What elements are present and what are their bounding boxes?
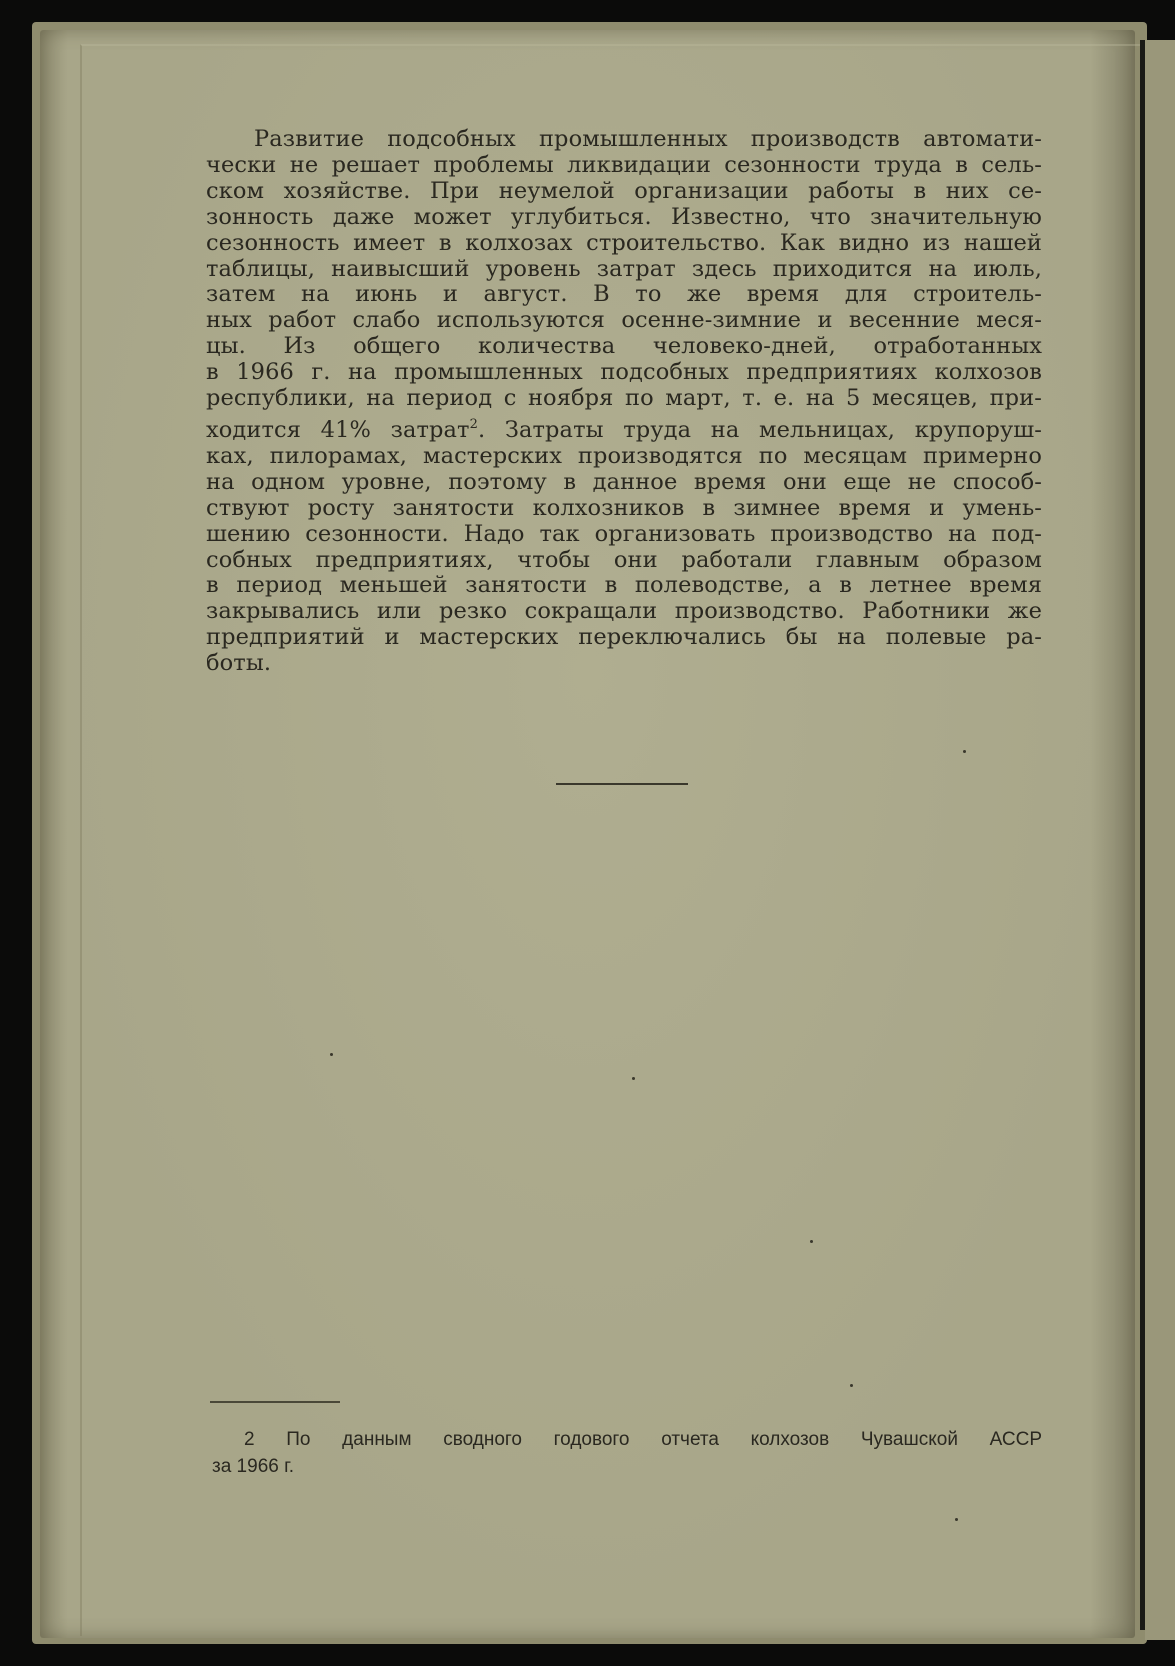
text-line: цы. Из общего количества человеко-дней, отработанных (206, 333, 1042, 360)
text-line: шению сезонности. Надо так организовать производство на под- (206, 520, 1042, 547)
footnote-line: 2 По данным сводного годового отчета колхозов Чувашской АССР (244, 1429, 1042, 1450)
text-line: боты. (206, 650, 272, 677)
text-line: собных предприятиях, чтобы они работали главным образом (206, 546, 1042, 573)
text-line: ствуют росту занятости колхозников в зимнее время и умень- (206, 494, 1042, 521)
footnote (212, 1426, 1042, 1480)
text-line: на одном уровне, поэтому в данное время они еще не способ- (206, 468, 1042, 495)
text-line: закрывались или резко сокращали производство. Работники же (206, 598, 1042, 625)
text-line: республики, на период с ноября по март, т. е. на 5 месяцев, при- (206, 385, 1042, 412)
text-line: в период меньшей занятости в полеводстве, а в летнее время (206, 572, 1042, 599)
text-line: сезонность имеет в колхозах строительство. Как видно из нашей (206, 229, 1042, 256)
text-line: в 1966 г. на промышленных подсобных предприятиях колхозов (206, 359, 1042, 386)
paper-speck (632, 1077, 635, 1080)
text-line: Развитие подсобных промышленных производств автомати- (254, 126, 1042, 152)
paper-speck (963, 750, 966, 753)
footnote-line: за 1966 г. (212, 1456, 294, 1477)
text-line (206, 412, 1042, 444)
paper-speck (955, 1518, 958, 1521)
main-paragraph (206, 127, 1042, 677)
adjacent-page-edge (1145, 40, 1175, 1640)
text-fragment: ходится 41% затрат (206, 416, 470, 443)
text-line: ках, пилорамах, мастерских производятся по месяцам примерно (206, 442, 1042, 469)
text-line: ных работ слабо используются осенне-зимние и весенние меся- (206, 307, 1042, 334)
text-line: чески не решает проблемы ликвидации сезонности труда в сель- (206, 151, 1042, 178)
text-line: ском хозяйстве. При неумелой организации работы в них се- (206, 177, 1042, 204)
text-line: таблицы, наивысший уровень затрат здесь приходится на июль, (206, 255, 1042, 282)
footnote-separator-rule (210, 1401, 340, 1403)
text-line: зонность даже может углубиться. Известно, что значительную (206, 203, 1042, 230)
paper-speck (330, 1053, 333, 1056)
paper-speck (850, 1384, 853, 1387)
text-fragment: . Затраты труда на мельницах, крупоруш- (477, 416, 1043, 443)
section-divider-rule (556, 783, 688, 785)
text-line: предприятий и мастерских переключались бы на полевые ра- (206, 624, 1042, 651)
paper-speck (810, 1240, 813, 1243)
text-line: затем на июнь и август. В то же время для строитель- (206, 281, 1042, 308)
footnote-marker: 2 (469, 416, 478, 432)
